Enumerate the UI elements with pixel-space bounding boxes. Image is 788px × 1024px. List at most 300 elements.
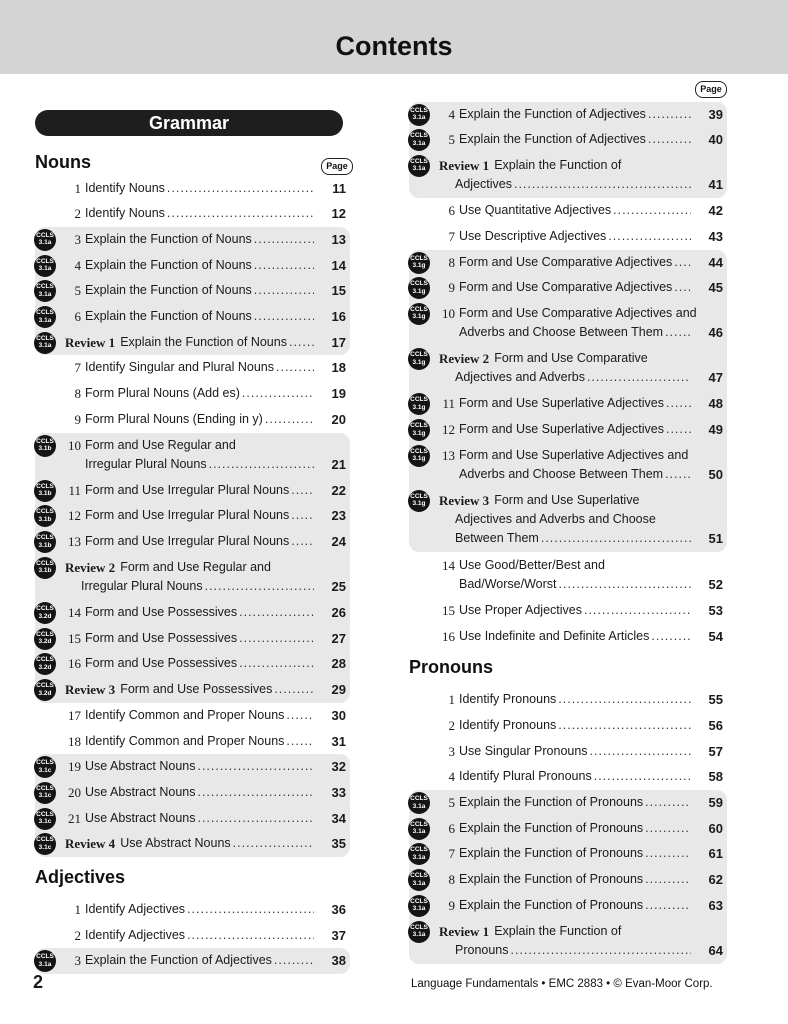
ccls-label: CCLS	[410, 280, 428, 288]
leader-dots	[514, 175, 691, 194]
leader-dots	[167, 179, 314, 198]
ccls-label: CCLS	[410, 795, 428, 802]
toc-entry[interactable]	[35, 706, 346, 725]
page-number: 2	[33, 972, 44, 992]
ccls-standard-badge	[408, 419, 430, 441]
ccls-code: 3.1a	[412, 853, 426, 861]
ccls-standard-badge	[408, 490, 430, 512]
toc-entry[interactable]	[409, 627, 723, 646]
lesson-number: 13	[442, 447, 455, 463]
lesson-number: 1	[448, 692, 455, 708]
lesson-number: 3	[448, 743, 455, 759]
ccls-label: CCLS	[36, 482, 54, 490]
leader-dots	[648, 105, 691, 124]
toc-entry[interactable]	[35, 809, 346, 828]
lesson-number: 11	[442, 396, 455, 412]
leader-dots	[665, 465, 691, 484]
toc-entry[interactable]	[35, 783, 346, 802]
ccls-standard-badge	[408, 792, 430, 814]
page-ref: 43	[708, 228, 723, 244]
entry-title: Form and Use Irregular Plural Nouns	[85, 482, 290, 497]
ccls-code: 3.1a	[412, 802, 426, 810]
ccls-standard-badge	[408, 252, 430, 274]
ccls-label: CCLS	[36, 656, 54, 664]
toc-review-entry[interactable]	[409, 922, 723, 960]
page-ref: 28	[331, 656, 346, 672]
ccls-code: 3.1b	[38, 445, 52, 452]
ccls-label: CCLS	[36, 534, 54, 542]
toc-review-entry[interactable]	[35, 680, 346, 699]
leader-dots	[197, 783, 314, 802]
section-heading-adjectives: Adjectives	[35, 867, 126, 887]
page-ref: 13	[331, 231, 346, 247]
lesson-number: 7	[448, 228, 455, 244]
entry-title: Form and Use Superlative Adjectives	[459, 396, 664, 411]
entry-title: Identify Singular and Plural Nouns	[85, 360, 275, 375]
ccls-code: 3.1a	[412, 879, 426, 887]
toc-entry[interactable]	[35, 410, 346, 429]
toc-entry[interactable]	[409, 130, 723, 149]
lesson-number: 10	[442, 305, 455, 321]
page-ref: 57	[708, 743, 723, 759]
toc-entry[interactable]	[409, 278, 723, 297]
leader-dots	[645, 870, 691, 889]
entry-title: Identify Pronouns	[459, 692, 557, 707]
ccls-label: CCLS	[36, 283, 54, 291]
toc-entry[interactable]	[409, 716, 723, 735]
lesson-number: 13	[68, 534, 81, 550]
ccls-standard-badge	[34, 679, 56, 701]
toc-entry[interactable]	[35, 204, 346, 223]
entry-title: Form and Use Superlative Adjectives	[459, 422, 664, 436]
ccls-standard-badge	[408, 921, 430, 943]
page-ref: 46	[708, 324, 723, 340]
entry-title: Explain the Function of	[494, 923, 622, 938]
toc-review-entry[interactable]	[409, 349, 723, 387]
leader-dots	[648, 130, 691, 149]
leader-dots	[205, 577, 314, 596]
entry-title: Use Proper Adjectives	[459, 602, 582, 617]
entry-title: Explain the Function of Nouns	[85, 283, 252, 298]
lesson-number: 4	[74, 257, 81, 273]
ccls-label: CCLS	[410, 157, 428, 165]
toc-entry[interactable]	[409, 304, 723, 342]
leader-dots	[276, 358, 314, 377]
entry-title: Use Abstract Nouns	[85, 810, 196, 825]
lesson-number: 17	[68, 707, 81, 723]
lesson-number: 20	[68, 784, 81, 800]
review-label: Review 4	[65, 836, 116, 852]
entry-title: Form and Use Irregular Plural Nouns	[85, 508, 290, 523]
page-ref: 11	[332, 180, 346, 196]
entry-title: Explain the Function of	[494, 157, 622, 172]
entry-title: Form and Use Comparative Adjectives and	[459, 305, 697, 320]
toc-entry[interactable]	[409, 742, 723, 761]
leader-dots	[651, 627, 691, 646]
toc-entry[interactable]	[409, 870, 723, 889]
page-ref: 22	[331, 482, 346, 498]
toc-entry[interactable]	[35, 757, 346, 776]
page-column-badge-right: Page	[695, 81, 727, 98]
lesson-number: 7	[448, 846, 455, 862]
ccls-code: 3.1a	[38, 239, 52, 247]
toc-entry[interactable]	[409, 844, 723, 863]
page-ref: 42	[708, 203, 723, 219]
ccls-code: 3.1b	[38, 515, 52, 523]
entry-title: Identify Nouns	[85, 180, 165, 195]
page-ref: 49	[708, 422, 723, 437]
toc-entry[interactable]	[35, 629, 346, 648]
leader-dots	[645, 793, 691, 812]
ccls-label: CCLS	[410, 351, 428, 359]
entry-title: Form and Use Comparative Adjectives	[459, 254, 673, 269]
section-heading-pronouns: Pronouns	[409, 657, 493, 678]
ccls-label: CCLS	[36, 630, 54, 638]
ccls-standard-badge	[34, 306, 56, 328]
ccls-label: CCLS	[36, 784, 54, 792]
ccls-label: CCLS	[410, 132, 428, 140]
entry-title-continued: Adverbs and Choose Between Them	[459, 466, 664, 481]
leader-dots	[209, 455, 314, 474]
page-title: Contents	[335, 31, 453, 61]
ccls-code: 3.1g	[412, 500, 426, 508]
entry-title-continued: Irregular Plural Nouns	[81, 578, 203, 593]
leader-dots	[541, 529, 691, 548]
ccls-label: CCLS	[36, 309, 54, 316]
page-ref: 36	[331, 902, 346, 917]
ccls-label: CCLS	[36, 836, 54, 844]
entry-title-continued: Adjectives	[455, 176, 512, 191]
ccls-standard-badge	[34, 628, 56, 650]
toc-entry[interactable]	[35, 603, 346, 622]
lesson-number: 21	[68, 810, 81, 826]
toc-entry[interactable]	[35, 732, 346, 751]
leader-dots	[187, 926, 314, 945]
toc-entry[interactable]	[409, 105, 723, 124]
leader-dots	[559, 575, 692, 594]
ccls-label: CCLS	[410, 305, 428, 313]
toc-entry[interactable]	[35, 900, 346, 919]
lesson-number: 4	[448, 106, 455, 122]
entry-title: Use Indefinite and Definite Articles	[459, 628, 650, 643]
entry-title: Identify Common and Proper Nouns	[85, 707, 285, 722]
toc-review-entry[interactable]	[35, 834, 346, 853]
lesson-number: 6	[74, 309, 81, 324]
ccls-label: CCLS	[36, 334, 54, 342]
lesson-number: 9	[448, 280, 455, 296]
lesson-number: 9	[448, 897, 455, 913]
ccls-standard-badge	[408, 155, 430, 177]
leader-dots	[291, 506, 314, 525]
ccls-label: CCLS	[36, 605, 54, 612]
toc-entry[interactable]	[409, 227, 723, 246]
toc-review-entry[interactable]	[409, 491, 723, 548]
page-ref: 59	[708, 795, 723, 810]
entry-title: Identify Adjectives	[85, 927, 186, 942]
page-ref: 15	[331, 283, 346, 299]
leader-dots	[674, 278, 691, 297]
leader-dots	[239, 603, 314, 622]
entry-title: Form and Use Irregular Plural Nouns	[85, 534, 290, 549]
entry-title: Explain the Function of Nouns	[120, 334, 287, 349]
lesson-number: 16	[442, 628, 455, 644]
page-ref: 12	[331, 206, 346, 222]
leader-dots	[167, 204, 314, 223]
leader-dots	[291, 532, 314, 551]
ccls-code: 3.1a	[38, 290, 52, 298]
toc-entry[interactable]	[409, 819, 723, 838]
entry-title: Use Good/Better/Best and	[459, 557, 605, 572]
page-ref: 58	[708, 769, 723, 785]
leader-dots	[197, 757, 314, 776]
page-ref: 14	[331, 257, 346, 273]
leader-dots	[233, 834, 314, 853]
page-column-badge: Page	[321, 158, 353, 175]
leader-dots	[274, 951, 314, 970]
entry-title-continued: Adjectives and Adverbs	[455, 370, 585, 385]
page-ref: 47	[708, 370, 723, 386]
ccls-standard-badge	[408, 348, 430, 370]
page-ref: 38	[331, 953, 346, 969]
toc-entry[interactable]	[35, 358, 346, 377]
leader-dots	[242, 384, 314, 403]
ccls-label: CCLS	[36, 559, 54, 567]
ccls-label: CCLS	[36, 437, 54, 445]
leader-dots	[587, 368, 691, 387]
lesson-number: 15	[68, 630, 81, 646]
leader-dots	[286, 732, 314, 751]
leader-dots	[594, 767, 691, 786]
toc-entry[interactable]	[409, 201, 723, 220]
entry-title: Form and Use Regular and	[120, 559, 271, 574]
lesson-number: 12	[442, 422, 455, 437]
entry-title: Identify Pronouns	[459, 717, 557, 732]
page-ref: 53	[708, 602, 723, 618]
leader-dots	[558, 716, 691, 735]
lesson-number: 8	[448, 254, 455, 270]
ccls-label: CCLS	[410, 820, 428, 828]
leader-dots	[665, 323, 691, 342]
page-ref: 18	[331, 360, 346, 376]
entry-title: Explain the Function of Adjectives	[459, 132, 646, 147]
page-ref: 62	[708, 872, 723, 888]
page-ref: 51	[708, 530, 723, 546]
page-ref: 39	[708, 106, 723, 122]
page-ref: 27	[331, 630, 346, 646]
ccls-code: 3.1a	[412, 931, 426, 938]
entry-title: Use Abstract Nouns	[120, 836, 231, 851]
toc-entry[interactable]	[35, 179, 346, 198]
leader-dots	[274, 680, 314, 699]
toc-entry[interactable]	[35, 256, 346, 275]
toc-entry[interactable]	[409, 601, 723, 620]
ccls-code: 3.1a	[412, 165, 426, 173]
ccls-code: 3.1g	[412, 313, 426, 321]
entry-title: Form and Use Possessives	[85, 656, 238, 671]
ccls-code: 3.1a	[412, 828, 426, 836]
ccls-code: 3.1a	[38, 265, 52, 273]
lesson-number: 18	[68, 733, 81, 749]
leader-dots	[187, 900, 314, 919]
ccls-label: CCLS	[36, 953, 54, 961]
toc-entry[interactable]	[35, 481, 346, 500]
leader-dots	[666, 394, 691, 413]
entry-title: Explain the Function of Pronouns	[459, 846, 644, 861]
ccls-code: 3.2d	[38, 663, 52, 671]
leader-dots	[613, 201, 691, 220]
lesson-number: 7	[74, 360, 81, 376]
page-ref: 32	[331, 759, 346, 775]
leader-dots	[239, 654, 314, 673]
section-heading-nouns: Nouns	[35, 152, 91, 172]
page-ref: 19	[331, 386, 346, 402]
ccls-code: 3.1b	[38, 490, 52, 498]
ccls-code: 3.1g	[412, 429, 426, 437]
page-ref: 37	[331, 927, 346, 943]
toc-entry[interactable]	[409, 896, 723, 915]
entry-title: Explain the Function of Nouns	[85, 309, 252, 323]
page-ref: 60	[708, 820, 723, 836]
ccls-label: CCLS	[36, 810, 54, 818]
lesson-number: 14	[442, 557, 455, 573]
lesson-number: 1	[74, 902, 81, 917]
ccls-standard-badge	[34, 229, 56, 251]
ccls-standard-badge	[34, 602, 56, 624]
review-label: Review 2	[439, 351, 490, 367]
page-ref: 20	[331, 411, 346, 427]
toc-entry[interactable]	[35, 436, 346, 474]
ccls-code: 3.1b	[38, 541, 52, 549]
ccls-label: CCLS	[410, 254, 428, 262]
entry-title: Explain the Function of Pronouns	[459, 795, 644, 809]
toc-entry[interactable]	[409, 253, 723, 272]
toc-entry[interactable]	[35, 926, 346, 945]
lesson-number: 12	[68, 508, 81, 524]
ccls-standard-badge	[408, 869, 430, 891]
toc-review-entry[interactable]	[409, 156, 723, 194]
lesson-number: 2	[74, 206, 81, 222]
lesson-number: 3	[74, 231, 81, 247]
ccls-code: 3.1a	[38, 316, 52, 324]
entry-title: Explain the Function of Nouns	[85, 257, 252, 272]
toc-entry[interactable]	[35, 654, 346, 673]
toc-review-entry[interactable]	[35, 558, 346, 596]
toc-entry[interactable]	[35, 281, 346, 300]
footer-credit: Language Fundamentals • EMC 2883 • © Evan-Moor Corp.	[411, 978, 713, 990]
review-label: Review 1	[439, 157, 490, 173]
ccls-code: 3.1a	[412, 114, 426, 121]
ccls-label: CCLS	[410, 492, 428, 500]
toc-entry[interactable]	[409, 690, 723, 709]
entry-title: Identify Common and Proper Nouns	[85, 733, 285, 748]
toc-entry[interactable]	[409, 446, 723, 484]
ccls-label: CCLS	[410, 897, 428, 905]
ccls-code: 3.1b	[38, 567, 52, 575]
ccls-code: 3.1g	[412, 287, 426, 295]
leader-dots	[254, 307, 314, 326]
leader-dots	[558, 690, 691, 709]
leader-dots	[265, 410, 314, 429]
ccls-code: 3.2d	[38, 612, 52, 620]
lesson-number: 4	[448, 769, 455, 785]
ccls-standard-badge	[34, 782, 56, 804]
leader-dots	[291, 481, 314, 500]
ccls-standard-badge	[34, 255, 56, 277]
toc-entry[interactable]	[409, 767, 723, 786]
ccls-label: CCLS	[36, 257, 54, 265]
leader-dots	[511, 941, 691, 960]
entry-title: Identify Adjectives	[85, 902, 186, 916]
page-ref: 31	[331, 733, 346, 749]
toc-entry[interactable]	[409, 556, 723, 594]
toc-review-entry[interactable]	[35, 333, 346, 352]
ccls-standard-badge	[408, 104, 430, 126]
lesson-number: 8	[74, 386, 81, 402]
ccls-standard-badge	[34, 557, 56, 579]
entry-title: Identify Plural Pronouns	[459, 769, 592, 784]
page-ref: 54	[708, 628, 723, 644]
leader-dots	[608, 227, 691, 246]
review-label: Review 3	[439, 492, 490, 508]
page-ref: 17	[331, 334, 346, 350]
entry-title: Form and Use Superlative	[494, 492, 640, 507]
page-ref: 16	[331, 309, 346, 324]
entry-title: Use Singular Pronouns	[459, 743, 588, 758]
toc-entry[interactable]	[409, 793, 723, 812]
entry-title: Form and Use Possessives	[120, 682, 273, 697]
entry-title: Form and Use Comparative	[494, 351, 648, 366]
toc-entry[interactable]	[35, 532, 346, 551]
entry-title: Explain the Function of Pronouns	[459, 820, 644, 835]
toc-entry[interactable]	[409, 420, 723, 439]
entry-title: Form and Use Regular and	[85, 437, 236, 452]
page-ref: 35	[331, 836, 346, 852]
entry-title-continued: Irregular Plural Nouns	[85, 456, 207, 471]
lesson-number: 5	[448, 795, 455, 810]
lesson-number: 8	[448, 872, 455, 888]
ccls-code: 3.1c	[38, 792, 52, 800]
toc-entry[interactable]	[35, 506, 346, 525]
ccls-code: 3.2d	[38, 689, 52, 697]
toc-entry[interactable]	[35, 951, 346, 970]
lesson-number: 19	[68, 759, 81, 775]
review-label: Review 1	[439, 923, 490, 939]
toc-entry[interactable]	[35, 230, 346, 249]
ccls-code: 3.1g	[412, 262, 426, 269]
ccls-label: CCLS	[36, 508, 54, 516]
ccls-label: CCLS	[410, 846, 428, 854]
toc-entry[interactable]	[35, 307, 346, 326]
ccls-code: 3.1g	[412, 358, 426, 366]
page-ref: 30	[331, 707, 346, 723]
page-ref: 40	[708, 132, 723, 148]
page-ref: 26	[331, 605, 346, 620]
entry-title: Identify Nouns	[85, 206, 165, 221]
ccls-code: 3.1a	[412, 905, 426, 913]
entry-title-continued: Between Them	[455, 530, 539, 545]
ccls-standard-badge	[408, 818, 430, 840]
entry-title: Form Plural Nouns (Ending in y)	[85, 411, 263, 426]
entry-title: Use Descriptive Adjectives	[459, 228, 607, 243]
entry-title: Form and Use Possessives	[85, 630, 238, 645]
entry-title: Form Plural Nouns (Add es)	[85, 386, 240, 401]
toc-entry[interactable]	[409, 394, 723, 413]
lesson-number: 6	[448, 820, 455, 836]
entry-title: Explain the Function of Nouns	[85, 231, 252, 246]
ccls-standard-badge	[408, 445, 430, 467]
toc-entry[interactable]	[35, 384, 346, 403]
lesson-number: 5	[448, 132, 455, 148]
